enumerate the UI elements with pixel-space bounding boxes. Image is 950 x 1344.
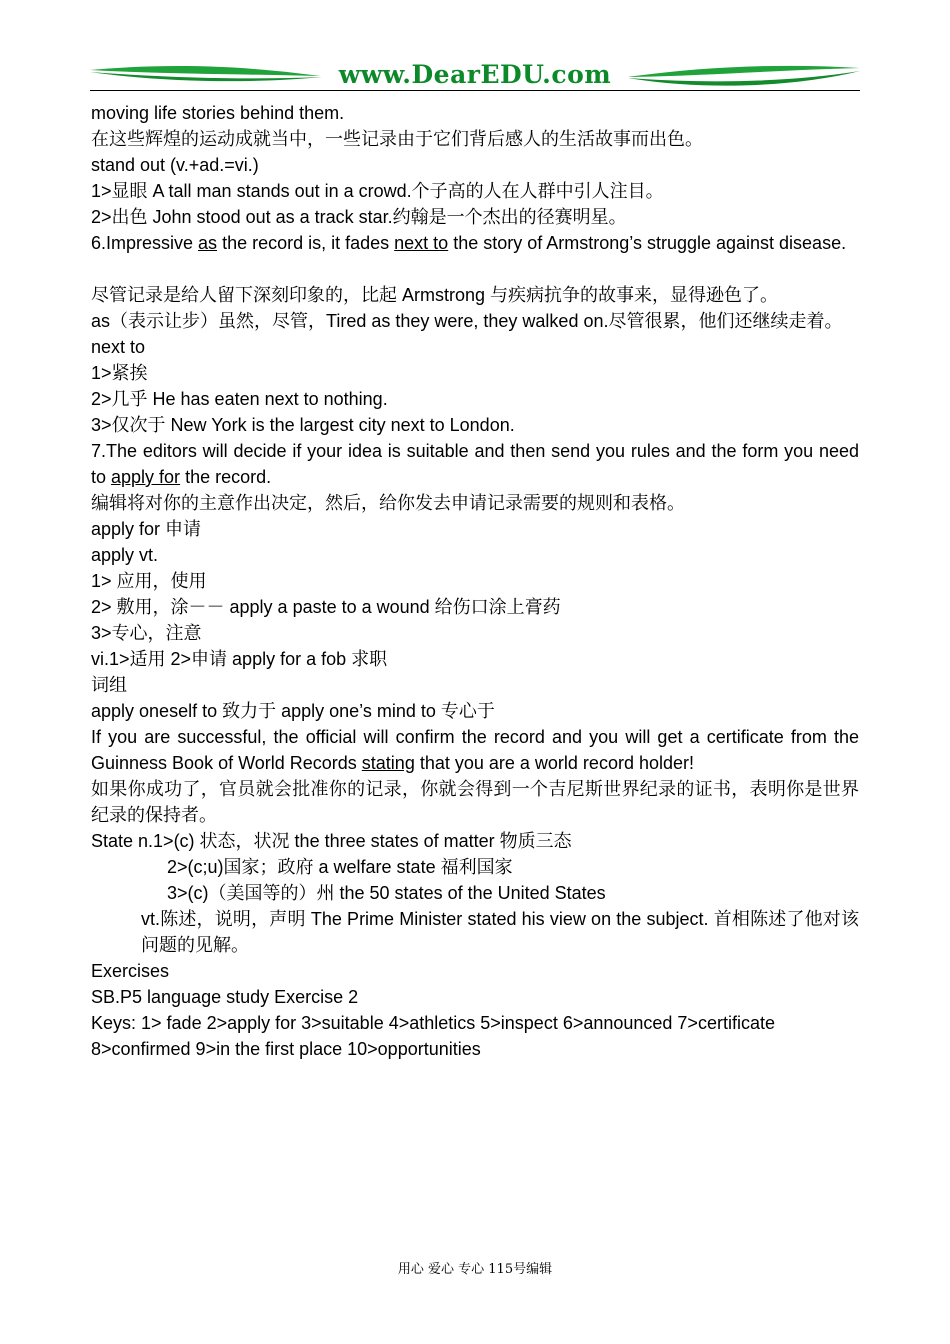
sentence-6 bbox=[91, 230, 859, 282]
text-line: Keys: 1> fade 2>apply for 3>suitable 4>athletics 5>inspect 6>announced 7>certificate bbox=[91, 1013, 775, 1033]
header-divider bbox=[90, 90, 860, 91]
text-span: If you are successful, the official will confirm the record and you will get a certificate from the Guinness Book of World Records bbox=[91, 727, 859, 773]
text-line: 词组 bbox=[91, 675, 127, 695]
text-line: 2>(c;u)国家；政府 a welfare state 福利国家 bbox=[167, 857, 513, 877]
text-line: moving life stories behind them. bbox=[91, 103, 345, 123]
text-line: 3>仅次于 New York is the largest city next to London. bbox=[91, 415, 515, 435]
text-line: 尽管记录是给人留下深刻印象的，比起 Armstrong 与疾病抗争的故事来，显得逊色了。 bbox=[91, 285, 779, 305]
text-span: 6.Impressive bbox=[91, 233, 199, 253]
text-line: Exercises bbox=[91, 961, 170, 981]
text-line: 1> 应用，使用 bbox=[91, 571, 207, 591]
underlined-phrase: as bbox=[198, 233, 218, 253]
text-paragraph: 如果你成功了，官员就会批准你的记录，你就会得到一个吉尼斯世界纪录的证书，表明你是世界纪录的保持者。 bbox=[91, 779, 859, 825]
text-line: 1>显眼 A tall man stands out in a crowd.个子高的人在人群中引人注目。 bbox=[91, 181, 664, 201]
document-body bbox=[91, 100, 859, 1062]
text-paragraph: vt.陈述，说明，声明 The Prime Minister stated his view on the subject. 首相陈述了他对该问题的见解。 bbox=[141, 909, 859, 955]
site-header-banner bbox=[90, 58, 860, 94]
sentence-8 bbox=[91, 724, 859, 776]
text-span: the story of Armstrong’s struggle against disease. bbox=[448, 233, 847, 253]
text-line: 2>出色 John stood out as a track star.约翰是一个杰出的径赛明星。 bbox=[91, 207, 627, 227]
text-line: 在这些辉煌的运动成就当中，一些记录由于它们背后感人的生活故事而出色。 bbox=[91, 129, 703, 149]
page-footer: 用心 爱心 专心 115号编辑 bbox=[397, 1262, 553, 1277]
text-line: as（表示让步）虽然，尽管，Tired as they were, they walked on.尽管很累，他们还继续走着。 bbox=[91, 311, 843, 331]
text-span: the record is, it fades bbox=[217, 233, 395, 253]
text-span: 7.The editors will decide if your idea is suitable and then send you rules and the form you need to bbox=[91, 441, 859, 487]
text-line: State n.1>(c) 状态，状况 the three states of matter 物质三态 bbox=[91, 831, 572, 851]
text-line: stand out (v.+ad.=vi.) bbox=[91, 155, 259, 175]
text-line: 2>几乎 He has eaten next to nothing. bbox=[91, 389, 388, 409]
text-line: apply oneself to 致力于 apply one’s mind to 专心于 bbox=[91, 701, 495, 721]
text-line: 1>紧挨 bbox=[91, 363, 148, 383]
underlined-phrase: apply for bbox=[111, 467, 181, 487]
underlined-phrase: stating bbox=[361, 753, 415, 773]
text-line: next to bbox=[91, 337, 146, 357]
text-span: that you are a world record holder! bbox=[414, 753, 694, 773]
text-line: vi.1>适用 2>申请 apply for a fob 求职 bbox=[91, 649, 388, 669]
sentence-7 bbox=[91, 438, 859, 490]
text-line: 3>专心，注意 bbox=[91, 623, 202, 643]
text-line: 8>confirmed 9>in the first place 10>opportunities bbox=[91, 1039, 481, 1059]
text-line: apply vt. bbox=[91, 545, 159, 565]
text-line: 3>(c)（美国等的）州 the 50 states of the United States bbox=[167, 883, 606, 903]
text-line: 2> 敷用，涂－－ apply a paste to a wound 给伤口涂上膏药 bbox=[91, 597, 561, 617]
text-line: 编辑将对你的主意作出决定，然后，给你发去申请记录需要的规则和表格。 bbox=[91, 493, 685, 513]
underlined-phrase: next to bbox=[394, 233, 449, 253]
text-span: the record. bbox=[180, 467, 272, 487]
site-logo-text: www.DearEDU.com bbox=[338, 60, 612, 89]
text-line: apply for 申请 bbox=[91, 519, 202, 539]
text-line: SB.P5 language study Exercise 2 bbox=[91, 987, 359, 1007]
